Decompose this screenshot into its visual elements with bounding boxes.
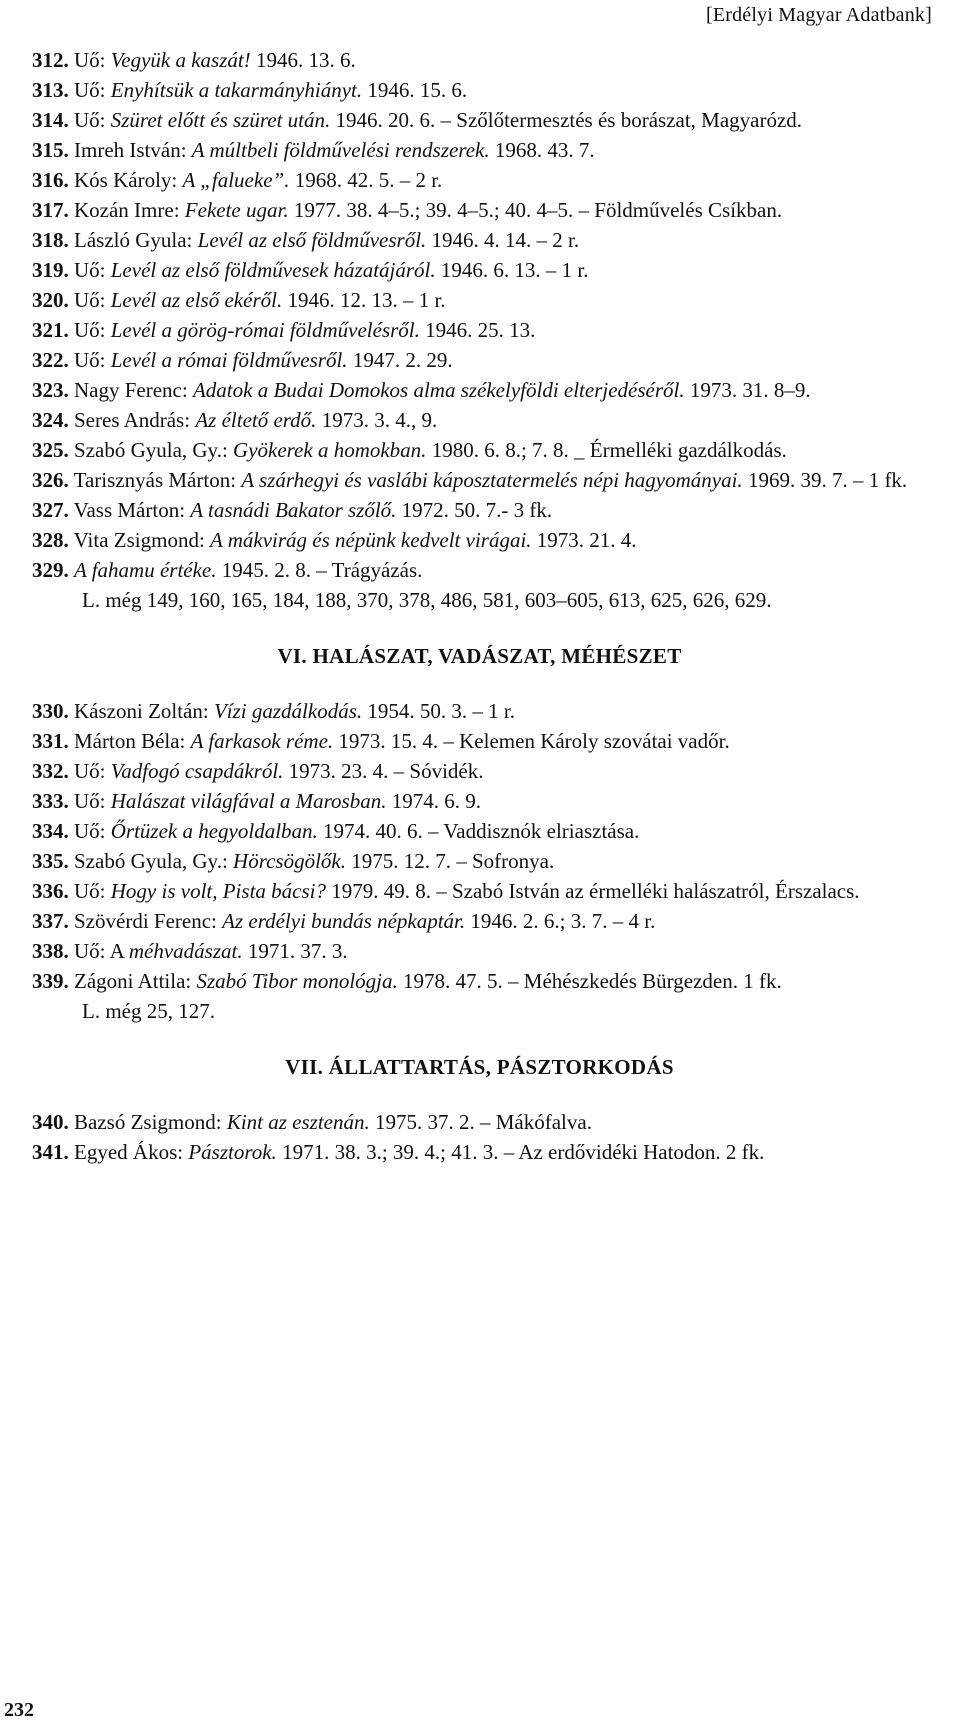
entry-number: 340. <box>32 1110 69 1134</box>
entry-number: 334. <box>32 819 69 843</box>
entry-text: Uő: <box>74 789 111 813</box>
entry-number: 332. <box>32 759 69 783</box>
entry-title: Fekete ugar. <box>184 198 289 222</box>
bibliography-entry <box>32 877 927 905</box>
entry-number: 324. <box>32 408 69 432</box>
entry-text: Zágoni Attila: <box>74 969 197 993</box>
entry-list-fishing-hunting <box>32 697 927 995</box>
entry-text: Imreh István: <box>74 138 192 162</box>
entry-title: Levél az első ekéről. <box>110 288 283 312</box>
entry-number: 331. <box>32 729 69 753</box>
entry-title: Kint az esztenán. <box>226 1110 370 1134</box>
entry-text: 1973. 15. 4. – Kelemen Károly szovátai vadőr. <box>333 729 730 753</box>
bibliography-entry <box>32 436 927 464</box>
entry-text: László Gyula: <box>74 228 198 252</box>
entry-text: 1973. 21. 4. <box>531 528 637 552</box>
entry-text: 1973. 3. 4., 9. <box>316 408 438 432</box>
page-number: 232 <box>4 1699 34 1721</box>
bibliography-entry <box>32 166 927 194</box>
entry-text: Uő: <box>74 819 111 843</box>
entry-number: 319. <box>32 258 69 282</box>
entry-text: Uő: A <box>74 939 129 963</box>
entry-title: Halászat világfával a Marosban. <box>110 789 387 813</box>
bibliography-entry <box>32 526 927 554</box>
entry-text: 1946. 4. 14. – 2 r. <box>426 228 580 252</box>
bibliography-entry <box>32 106 927 134</box>
entry-text: 1968. 43. 7. <box>489 138 595 162</box>
bibliography-content <box>32 46 927 1168</box>
entry-title: A múltbeli földművelési rendszerek. <box>191 138 490 162</box>
bibliography-entry <box>32 406 927 434</box>
entry-number: 318. <box>32 228 69 252</box>
bibliography-entry <box>32 1138 927 1166</box>
entry-title: Enyhítsük a takarmányhiányt. <box>110 78 363 102</box>
entry-text: Szabó Gyula, Gy.: <box>74 849 234 873</box>
entry-text: 1973. 23. 4. – Sóvidék. <box>283 759 484 783</box>
entry-text: 1946. 6. 13. – 1 r. <box>435 258 589 282</box>
entry-number: 330. <box>32 699 69 723</box>
entry-text: Uő: <box>74 48 111 72</box>
entry-list-animal-husbandry <box>32 1108 927 1166</box>
entry-title: Az erdélyi bundás népkaptár. <box>222 909 466 933</box>
see-also-note: L. még 149, 160, 165, 184, 188, 370, 378, 486, 581, 603–605, 613, 625, 626, 629. <box>82 588 772 612</box>
entry-number: 326. <box>32 468 69 492</box>
entry-text: Uő: <box>74 879 111 903</box>
entry-number: 323. <box>32 378 69 402</box>
section-heading-fishing-hunting: VI. HALÁSZAT, VADÁSZAT, MÉHÉSZET <box>277 644 682 668</box>
bibliography-entry <box>32 256 927 284</box>
entry-title: Levél az első földművesről. <box>197 228 427 252</box>
bibliography-entry <box>32 907 927 935</box>
entry-text: 1954. 50. 3. – 1 r. <box>362 699 515 723</box>
entry-text: 1979. 49. 8. – Szabó István az érmelléki halászatról, Érszalacs. <box>325 879 860 903</box>
entry-text: 1946. 2. 6.; 3. 7. – 4 r. <box>465 909 656 933</box>
entry-number: 314. <box>32 108 69 132</box>
entry-text: 1968. 42. 5. – 2 r. <box>289 168 443 192</box>
entry-text: Szövérdi Ferenc: <box>74 909 223 933</box>
entry-text: 1946. 15. 6. <box>362 78 468 102</box>
entry-text: Uő: <box>74 348 111 372</box>
entry-text: 1971. 37. 3. <box>242 939 348 963</box>
bibliography-entry <box>32 697 927 725</box>
entry-title: Vadfogó csapdákról. <box>110 759 284 783</box>
entry-title: Pásztorok. <box>188 1140 277 1164</box>
entry-text: Bazsó Zsigmond: <box>74 1110 227 1134</box>
entry-number: 338. <box>32 939 69 963</box>
entry-number: 315. <box>32 138 69 162</box>
entry-title: A tasnádi Bakator szőlő. <box>190 498 397 522</box>
entry-number: 337. <box>32 909 69 933</box>
running-header: [Erdélyi Magyar Adatbank] <box>705 4 932 26</box>
bibliography-entry <box>32 286 927 314</box>
entry-number: 339. <box>32 969 69 993</box>
entry-text: 1974. 40. 6. – Vaddisznók elriasztása. <box>317 819 640 843</box>
entry-number: 325. <box>32 438 69 462</box>
entry-text: Nagy Ferenc: <box>74 378 193 402</box>
entry-text: 1945. 2. 8. – Trágyázás. <box>216 558 423 582</box>
bibliography-entry <box>32 847 927 875</box>
entry-text: 1969. 39. 7. – 1 fk. <box>742 468 908 492</box>
entry-title: A „falueke”. <box>182 168 290 192</box>
entry-text: Uő: <box>74 288 111 312</box>
entry-title: méhvadászat. <box>128 939 243 963</box>
entry-number: 327. <box>32 498 69 522</box>
entry-number: 322. <box>32 348 69 372</box>
entry-number: 335. <box>32 849 69 873</box>
entry-number: 333. <box>32 789 69 813</box>
entry-list-agriculture <box>32 46 927 584</box>
entry-text: 1946. 13. 6. <box>250 48 356 72</box>
entry-text: 1980. 6. 8.; 7. 8. _ Érmelléki gazdálkodás. <box>426 438 787 462</box>
entry-title: Vegyük a kaszát! <box>110 48 251 72</box>
entry-title: A mákvirág és népünk kedvelt virágai. <box>210 528 532 552</box>
bibliography-entry <box>32 937 927 965</box>
bibliography-entry <box>32 967 927 995</box>
entry-text: Kozán Imre: <box>74 198 185 222</box>
entry-title: Vízi gazdálkodás. <box>213 699 363 723</box>
entry-text: Vass Márton: <box>73 498 191 522</box>
entry-text: Vita Zsigmond: <box>73 528 211 552</box>
bibliography-entry <box>32 346 927 374</box>
entry-text: Kászoni Zoltán: <box>74 699 214 723</box>
entry-title: A fahamu értéke. <box>74 558 217 582</box>
entry-text: 1974. 6. 9. <box>386 789 481 813</box>
entry-number: 317. <box>32 198 69 222</box>
entry-number: 329. <box>32 558 69 582</box>
entry-text: 1971. 38. 3.; 39. 4.; 41. 3. – Az erdővidéki Hatodon. 2 fk. <box>276 1140 765 1164</box>
entry-title: Szüret előtt és szüret után. <box>110 108 331 132</box>
bibliography-entry <box>32 76 927 104</box>
entry-text: Egyed Ákos: <box>74 1140 189 1164</box>
entry-number: 328. <box>32 528 69 552</box>
bibliography-entry <box>32 226 927 254</box>
entry-text: Márton Béla: <box>74 729 191 753</box>
entry-title: Hörcsögölők. <box>233 849 346 873</box>
entry-title: Gyökerek a homokban. <box>233 438 427 462</box>
bibliography-entry <box>32 556 927 584</box>
entry-text: 1946. 25. 13. <box>419 318 536 342</box>
entry-text: Uő: <box>74 318 111 342</box>
entry-number: 312. <box>32 48 69 72</box>
entry-text: 1975. 12. 7. – Sofronya. <box>346 849 555 873</box>
entry-text: 1973. 31. 8–9. <box>684 378 811 402</box>
entry-title: Levél a görög-római földművelésről. <box>110 318 420 342</box>
bibliography-entry <box>32 136 927 164</box>
entry-title: Hogy is volt, Pista bácsi? <box>110 879 326 903</box>
entry-number: 341. <box>32 1140 69 1164</box>
entry-text: Seres András: <box>74 408 196 432</box>
entry-text: Uő: <box>74 759 111 783</box>
bibliography-entry <box>32 817 927 845</box>
entry-number: 321. <box>32 318 69 342</box>
entry-text: 1972. 50. 7.- 3 fk. <box>396 498 553 522</box>
entry-number: 316. <box>32 168 69 192</box>
entry-text: 1977. 38. 4–5.; 39. 4–5.; 40. 4–5. – Földművelés Csíkban. <box>288 198 783 222</box>
entry-text: 1946. 12. 13. – 1 r. <box>282 288 446 312</box>
bibliography-entry <box>32 466 927 494</box>
entry-title: Az éltető erdő. <box>195 408 317 432</box>
entry-title: Szabó Tibor monológja. <box>196 969 398 993</box>
entry-text: 1975. 37. 2. – Mákófalva. <box>369 1110 592 1134</box>
section-heading-animal-husbandry: VII. ÁLLATTARTÁS, PÁSZTORKODÁS <box>285 1055 674 1079</box>
bibliography-entry <box>32 787 927 815</box>
entry-title: Őrtüzek a hegyoldalban. <box>110 819 318 843</box>
entry-text: Uő: <box>74 108 111 132</box>
entry-title: A farkasok réme. <box>190 729 334 753</box>
entry-text: 1947. 2. 29. <box>347 348 453 372</box>
entry-text: Uő: <box>74 258 111 282</box>
entry-text: 1946. 20. 6. – Szőlőtermesztés és borászat, Magyarózd. <box>330 108 803 132</box>
entry-title: Levél a római földművesről. <box>110 348 348 372</box>
entry-text: Tarisznyás Márton: <box>73 468 242 492</box>
entry-text: 1978. 47. 5. – Méhészkedés Bürgezden. 1 fk. <box>397 969 782 993</box>
entry-title: A szárhegyi és vaslábi káposztatermelés népi hagyományai. <box>241 468 743 492</box>
entry-number: 320. <box>32 288 69 312</box>
entry-text: Uő: <box>74 78 111 102</box>
entry-text: Szabó Gyula, Gy.: <box>74 438 234 462</box>
bibliography-entry <box>32 727 927 755</box>
bibliography-entry <box>32 1108 927 1136</box>
bibliography-entry <box>32 496 927 524</box>
bibliography-entry <box>32 376 927 404</box>
entry-text: Kós Károly: <box>74 168 183 192</box>
bibliography-entry <box>32 316 927 344</box>
entry-number: 336. <box>32 879 69 903</box>
see-also-note: L. még 25, 127. <box>82 999 215 1023</box>
bibliography-entry <box>32 46 927 74</box>
entry-number: 313. <box>32 78 69 102</box>
entry-title: Adatok a Budai Domokos alma székelyföldi elterjedéséről. <box>192 378 685 402</box>
entry-title: Levél az első földművesek házatájáról. <box>110 258 436 282</box>
bibliography-entry <box>32 196 927 224</box>
bibliography-entry <box>32 757 927 785</box>
